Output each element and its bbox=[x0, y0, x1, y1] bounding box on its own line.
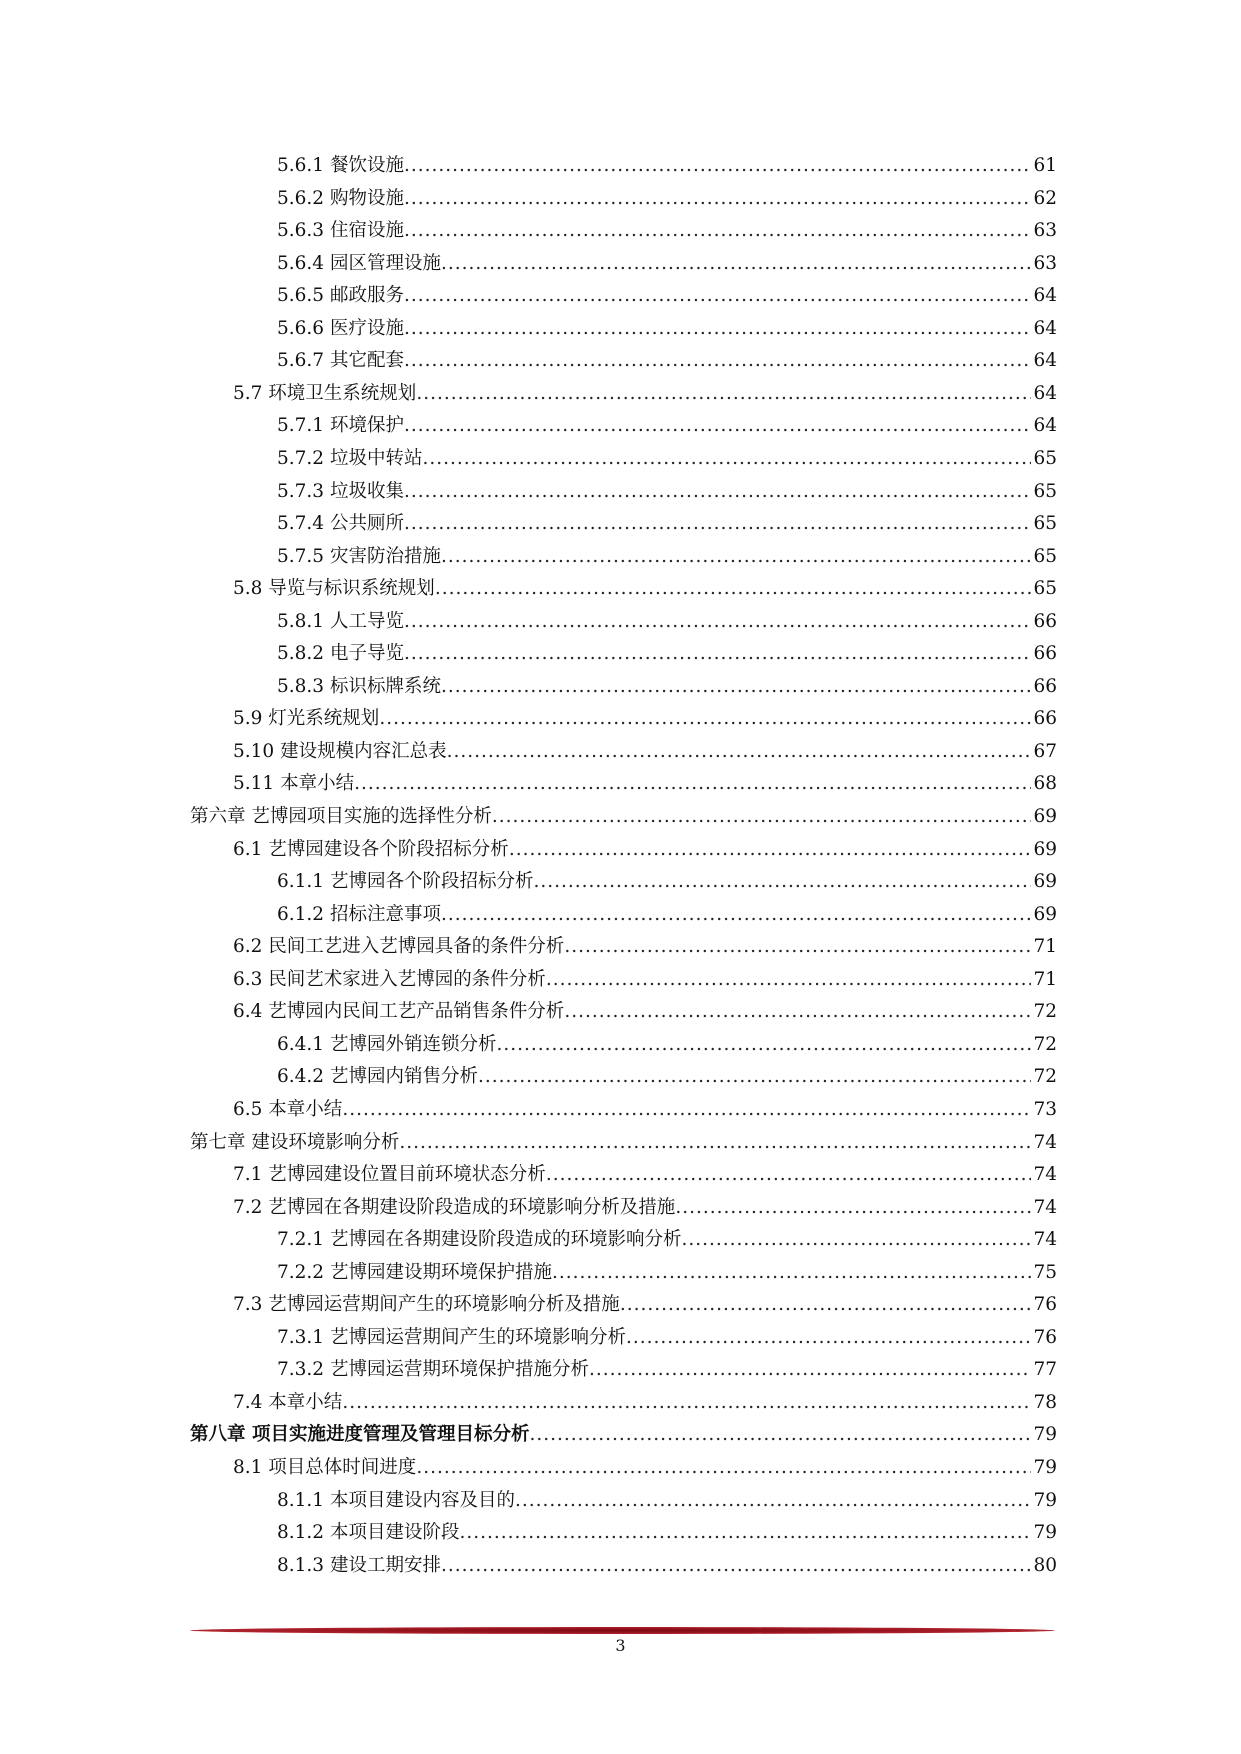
toc-entry-page: 66 bbox=[1033, 610, 1057, 632]
toc-entry[interactable] bbox=[277, 508, 1057, 540]
toc-entry[interactable] bbox=[277, 899, 1057, 931]
toc-entry-page: 74 bbox=[1033, 1196, 1057, 1218]
toc-entry[interactable] bbox=[190, 1419, 1057, 1451]
toc-entry-label: 5.7.5 灾害防治措施 bbox=[277, 545, 441, 567]
toc-entry-label: 7.1 艺博园建设位置目前环境状态分析 bbox=[233, 1164, 546, 1186]
toc-entry-label: 5.8.2 电子导览 bbox=[277, 643, 404, 665]
toc-entry[interactable] bbox=[277, 1061, 1057, 1093]
toc-entry-label: 7.2.2 艺博园建设期环境保护措施 bbox=[277, 1261, 552, 1283]
toc-entry-label: 8.1.2 本项目建设阶段 bbox=[277, 1522, 460, 1544]
toc-entry-page: 63 bbox=[1033, 252, 1057, 274]
toc-entry-label: 5.7.3 垃圾收集 bbox=[277, 480, 404, 502]
toc-entry-page: 65 bbox=[1033, 480, 1057, 502]
toc-dot-leader bbox=[552, 1257, 1031, 1289]
toc-entry-page: 79 bbox=[1033, 1522, 1057, 1544]
toc-entry-page: 64 bbox=[1033, 285, 1057, 307]
toc-dot-leader bbox=[379, 703, 1031, 735]
toc-entry-label: 6.4.2 艺博园内销售分析 bbox=[277, 1066, 478, 1088]
toc-dot-leader bbox=[564, 931, 1031, 963]
toc-dot-leader bbox=[422, 443, 1031, 475]
toc-entry[interactable] bbox=[233, 378, 1057, 410]
toc-dot-leader bbox=[589, 1354, 1031, 1386]
toc-entry[interactable] bbox=[277, 541, 1057, 573]
toc-entry[interactable] bbox=[233, 1289, 1057, 1321]
toc-entry[interactable] bbox=[277, 1517, 1057, 1549]
toc-entry-label: 7.3.1 艺博园运营期间产生的环境影响分析 bbox=[277, 1326, 626, 1348]
toc-dot-leader bbox=[441, 1550, 1031, 1582]
toc-dot-leader bbox=[342, 1387, 1031, 1419]
toc-entry-label: 5.7.1 环境保护 bbox=[277, 415, 404, 437]
toc-dot-leader bbox=[404, 183, 1032, 215]
toc-dot-leader bbox=[478, 1061, 1031, 1093]
toc-entry-label: 5.6.4 园区管理设施 bbox=[277, 252, 441, 274]
toc-entry[interactable] bbox=[277, 606, 1057, 638]
toc-entry[interactable] bbox=[277, 1257, 1057, 1289]
toc-entry-label: 5.7.2 垃圾中转站 bbox=[277, 447, 423, 469]
toc-entry-label: 8.1 项目总体时间进度 bbox=[233, 1457, 417, 1478]
toc-entry[interactable] bbox=[277, 1322, 1057, 1354]
toc-entry[interactable] bbox=[233, 573, 1057, 605]
toc-entry-page: 72 bbox=[1033, 1033, 1057, 1055]
toc-entry[interactable] bbox=[233, 736, 1057, 768]
toc-entry[interactable] bbox=[277, 1354, 1057, 1386]
toc-entry-page: 67 bbox=[1033, 740, 1057, 762]
toc-dot-leader bbox=[492, 801, 1032, 833]
toc-entry-page: 72 bbox=[1033, 1001, 1057, 1023]
toc-entry-page: 69 bbox=[1033, 806, 1057, 827]
toc-entry-label: 7.4 本章小结 bbox=[233, 1391, 343, 1413]
toc-entry-page: 66 bbox=[1033, 643, 1057, 665]
toc-dot-leader bbox=[416, 1452, 1031, 1484]
toc-entry[interactable] bbox=[233, 964, 1057, 996]
toc-dot-leader bbox=[447, 736, 1032, 768]
toc-dot-leader bbox=[515, 1485, 1031, 1517]
toc-entry-page: 79 bbox=[1033, 1457, 1057, 1478]
toc-entry-page: 62 bbox=[1033, 187, 1057, 209]
toc-entry-page: 72 bbox=[1033, 1066, 1057, 1088]
toc-dot-leader bbox=[564, 996, 1031, 1028]
toc-entry[interactable] bbox=[233, 996, 1057, 1028]
toc-dot-leader bbox=[404, 345, 1032, 377]
toc-entry-page: 74 bbox=[1033, 1229, 1057, 1251]
toc-entry-page: 65 bbox=[1033, 513, 1057, 535]
toc-entry-label: 5.8.1 人工导览 bbox=[277, 610, 404, 632]
toc-entry-label: 第六章 艺博园项目实施的选择性分析 bbox=[190, 806, 492, 827]
toc-entry-label: 5.6.2 购物设施 bbox=[277, 187, 404, 209]
toc-dot-leader bbox=[533, 866, 1031, 898]
toc-entry-page: 75 bbox=[1033, 1261, 1057, 1283]
toc-entry-label: 8.1.1 本项目建设内容及目的 bbox=[277, 1489, 515, 1511]
toc-entry-page: 74 bbox=[1033, 1164, 1057, 1186]
toc-dot-leader bbox=[399, 1127, 1031, 1159]
toc-dot-leader bbox=[404, 606, 1032, 638]
toc-dot-leader bbox=[441, 671, 1031, 703]
toc-entry-page: 79 bbox=[1033, 1489, 1057, 1511]
toc-dot-leader bbox=[546, 1159, 1032, 1191]
toc-entry[interactable] bbox=[233, 1192, 1057, 1224]
toc-entry[interactable] bbox=[277, 866, 1057, 898]
toc-entry[interactable] bbox=[233, 703, 1057, 735]
toc-entry-label: 5.6.7 其它配套 bbox=[277, 350, 404, 372]
toc-entry[interactable] bbox=[277, 345, 1057, 377]
toc-dot-leader bbox=[496, 1029, 1031, 1061]
toc-dot-leader bbox=[404, 410, 1032, 442]
toc-entry[interactable] bbox=[233, 1452, 1057, 1484]
page-number: 3 bbox=[615, 1636, 626, 1655]
toc-entry[interactable] bbox=[277, 215, 1057, 247]
toc-entry[interactable] bbox=[277, 1224, 1057, 1256]
toc-entry-label: 5.6.1 餐饮设施 bbox=[277, 155, 404, 176]
toc-entry-label: 6.5 本章小结 bbox=[233, 1098, 343, 1120]
toc-entry-label: 5.6.5 邮政服务 bbox=[277, 285, 404, 307]
toc-entry[interactable] bbox=[277, 1029, 1057, 1061]
toc-entry-page: 63 bbox=[1033, 220, 1057, 242]
toc-entry[interactable] bbox=[277, 183, 1057, 215]
toc-entry-label: 6.1 艺博园建设各个阶段招标分析 bbox=[233, 838, 509, 860]
toc-entry-label: 5.8 导览与标识系统规划 bbox=[233, 578, 435, 600]
toc-entry[interactable] bbox=[233, 1387, 1057, 1419]
toc-entry[interactable] bbox=[277, 313, 1057, 345]
toc-entry-label: 6.3 民间艺术家进入艺博园的条件分析 bbox=[233, 968, 546, 990]
toc-entry-label: 6.2 民间工艺进入艺博园具备的条件分析 bbox=[233, 936, 565, 958]
toc-entry-label: 6.4 艺博园内民间工艺产品销售条件分析 bbox=[233, 1001, 565, 1023]
toc-entry[interactable] bbox=[277, 671, 1057, 703]
toc-entry[interactable] bbox=[233, 768, 1057, 800]
toc-dot-leader bbox=[435, 573, 1032, 605]
toc-entry-label: 5.11 本章小结 bbox=[233, 773, 355, 795]
toc-entry-label: 5.9 灯光系统规划 bbox=[233, 708, 380, 730]
toc-entry-label: 7.3 艺博园运营期间产生的环境影响分析及措施 bbox=[233, 1294, 620, 1316]
toc-entry-page: 76 bbox=[1033, 1326, 1057, 1348]
toc-entry[interactable] bbox=[277, 1485, 1057, 1517]
toc-entry-label: 6.4.1 艺博园外销连锁分析 bbox=[277, 1033, 497, 1055]
toc-dot-leader bbox=[404, 638, 1032, 670]
toc-entry[interactable] bbox=[277, 443, 1057, 475]
toc-entry-label: 5.7.4 公共厕所 bbox=[277, 513, 404, 535]
toc-dot-leader bbox=[416, 378, 1031, 410]
toc-entry[interactable] bbox=[277, 1550, 1057, 1582]
toc-entry-label: 8.1.3 建设工期安排 bbox=[277, 1554, 441, 1576]
toc-dot-leader bbox=[404, 508, 1032, 540]
toc-entry-page: 79 bbox=[1033, 1424, 1057, 1446]
toc-entry-page: 65 bbox=[1033, 447, 1057, 469]
toc-entry[interactable] bbox=[233, 834, 1057, 866]
toc-entry-label: 7.2 艺博园在各期建设阶段造成的环境影响分析及措施 bbox=[233, 1196, 676, 1218]
toc-entry-label: 6.1.1 艺博园各个阶段招标分析 bbox=[277, 871, 534, 893]
toc-entry-page: 69 bbox=[1033, 903, 1057, 925]
toc-entry-page: 64 bbox=[1033, 317, 1057, 339]
toc-dot-leader bbox=[441, 899, 1031, 931]
toc-entry-page: 80 bbox=[1033, 1554, 1057, 1576]
toc-entry[interactable] bbox=[233, 931, 1057, 963]
toc-entry-page: 76 bbox=[1033, 1294, 1057, 1316]
toc-entry[interactable] bbox=[277, 638, 1057, 670]
toc-entry-page: 69 bbox=[1033, 871, 1057, 893]
toc-entry-label: 5.7 环境卫生系统规划 bbox=[233, 382, 417, 404]
toc-dot-leader bbox=[404, 280, 1032, 312]
toc-entry-page: 65 bbox=[1033, 578, 1057, 600]
toc-entry[interactable] bbox=[190, 801, 1057, 833]
toc-entry[interactable] bbox=[233, 1159, 1057, 1191]
toc-entry-page: 64 bbox=[1033, 415, 1057, 437]
toc-dot-leader bbox=[441, 541, 1031, 573]
toc-entry-page: 68 bbox=[1033, 773, 1057, 795]
toc-entry-label: 5.10 建设规模内容汇总表 bbox=[233, 740, 447, 762]
toc-dot-leader bbox=[459, 1517, 1031, 1549]
toc-entry-page: 66 bbox=[1033, 675, 1057, 697]
toc-dot-leader bbox=[404, 150, 1032, 182]
toc-dot-leader bbox=[404, 313, 1032, 345]
toc-entry-page: 61 bbox=[1033, 155, 1057, 176]
toc-entry-page: 73 bbox=[1033, 1098, 1057, 1120]
toc-entry-label: 第七章 建设环境影响分析 bbox=[190, 1131, 400, 1153]
toc-entry[interactable] bbox=[277, 410, 1057, 442]
toc-dot-leader bbox=[681, 1224, 1031, 1256]
toc-entry-label: 7.3.2 艺博园运营期环境保护措施分析 bbox=[277, 1359, 589, 1381]
toc-entry-page: 71 bbox=[1033, 936, 1057, 958]
toc-entry-label: 5.6.3 住宿设施 bbox=[277, 220, 404, 242]
toc-entry-label: 7.2.1 艺博园在各期建设阶段造成的环境影响分析 bbox=[277, 1229, 682, 1251]
toc-entry-page: 66 bbox=[1033, 708, 1057, 730]
toc-entry-label: 6.1.2 招标注意事项 bbox=[277, 903, 441, 925]
toc-dot-leader bbox=[404, 215, 1032, 247]
toc-dot-leader bbox=[675, 1192, 1031, 1224]
toc-dot-leader bbox=[620, 1289, 1032, 1321]
toc-entry[interactable] bbox=[277, 150, 1057, 182]
toc-entry-label: 5.6.6 医疗设施 bbox=[277, 317, 404, 339]
toc-entry-page: 64 bbox=[1033, 382, 1057, 404]
toc-entry-page: 78 bbox=[1033, 1391, 1057, 1413]
toc-entry[interactable] bbox=[233, 1094, 1057, 1126]
toc-entry-page: 65 bbox=[1033, 545, 1057, 567]
toc-dot-leader bbox=[529, 1419, 1031, 1451]
toc-entry[interactable] bbox=[277, 476, 1057, 508]
toc-entry-label: 第八章 项目实施进度管理及管理目标分析 bbox=[190, 1424, 530, 1446]
toc-entry-page: 64 bbox=[1033, 350, 1057, 372]
toc-entry-label: 5.8.3 标识标牌系统 bbox=[277, 675, 441, 697]
toc-dot-leader bbox=[404, 476, 1032, 508]
toc-entry-page: 69 bbox=[1033, 838, 1057, 860]
toc-entry[interactable] bbox=[190, 1127, 1057, 1159]
toc-entry[interactable] bbox=[277, 248, 1057, 280]
toc-entry-page: 77 bbox=[1033, 1359, 1057, 1381]
toc-entry[interactable] bbox=[277, 280, 1057, 312]
toc-dot-leader bbox=[354, 768, 1031, 800]
toc-dot-leader bbox=[546, 964, 1032, 996]
toc-dot-leader bbox=[441, 248, 1031, 280]
toc-entry-page: 71 bbox=[1033, 968, 1057, 990]
toc-dot-leader bbox=[509, 834, 1032, 866]
toc-dot-leader bbox=[626, 1322, 1031, 1354]
toc-dot-leader bbox=[342, 1094, 1031, 1126]
footer-divider bbox=[190, 1627, 1055, 1634]
toc-entry-page: 74 bbox=[1033, 1131, 1057, 1153]
